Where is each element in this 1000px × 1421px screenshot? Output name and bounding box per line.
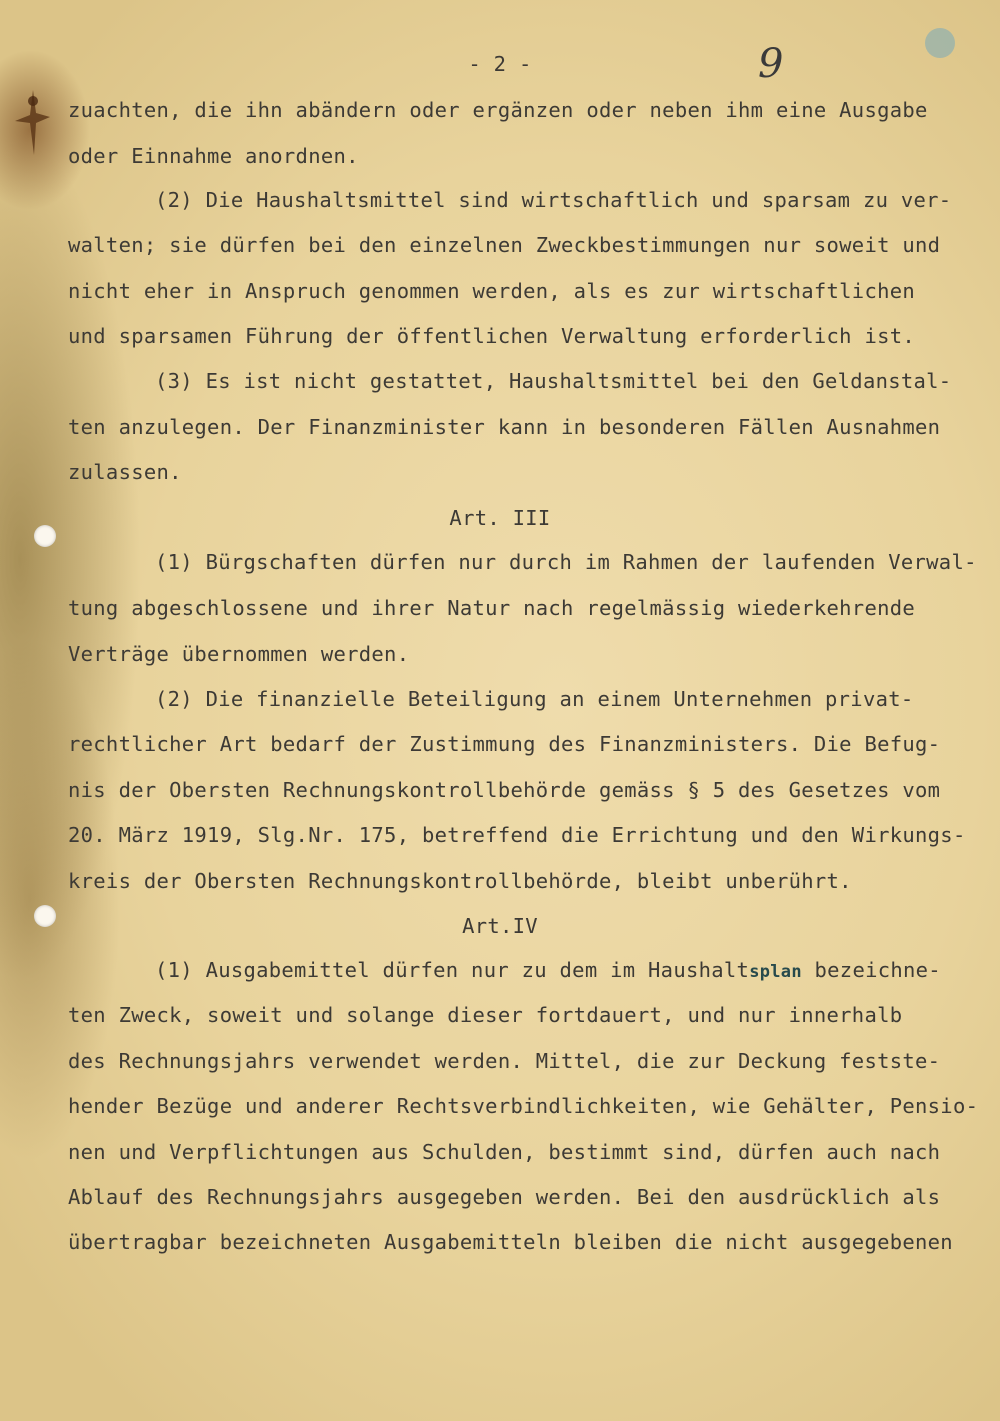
text-line: (3) Es ist nicht gestattet, Haushaltsmittel bei den Geldanstal- <box>155 369 952 393</box>
text-line: oder Einnahme anordnen. <box>68 144 359 168</box>
text-line: walten; sie dürfen bei den einzelnen Zweckbestimmungen nur soweit und <box>68 233 941 257</box>
handwritten-folio-number: 9 <box>758 41 784 87</box>
text-line: (2) Die Haushaltsmittel sind wirtschaftlich und sparsam zu ver- <box>155 188 952 212</box>
text-line: und sparsamen Führung der öffentlichen Verwaltung erforderlich ist. <box>68 324 916 348</box>
text-line: zuachten, die ihn abändern oder ergänzen oder neben ihm eine Ausgabe <box>68 98 928 122</box>
text-line: 20. März 1919, Slg.Nr. 175, betreffend die Errichtung und den Wirkungs- <box>68 823 966 847</box>
text-line: Ablauf des Rechnungsjahrs ausgegeben werden. Bei den ausdrücklich als <box>68 1185 941 1209</box>
text-line: nen und Verpflichtungen aus Schulden, bestimmt sind, dürfen auch nach <box>68 1140 941 1164</box>
article-heading: Art.IV <box>462 914 538 938</box>
article-heading: Art. III <box>449 506 551 530</box>
page-number: - 2 - <box>468 52 532 76</box>
handwritten-insert: splan <box>749 962 802 982</box>
text-line-with-insert <box>155 958 941 984</box>
text-line: zulassen. <box>68 460 182 484</box>
text-line: rechtlicher Art bedarf der Zustimmung des Finanzministers. Die Befug- <box>68 732 941 756</box>
text-line: ten Zweck, soweit und solange dieser fortdauert, und nur innerhalb <box>68 1003 903 1027</box>
text-line: übertragbar bezeichneten Ausgabemitteln bleiben die nicht ausgegebenen <box>68 1230 953 1254</box>
text-line: ten anzulegen. Der Finanzminister kann in besonderen Fällen Ausnahmen <box>68 415 941 439</box>
text-line: des Rechnungsjahrs verwendet werden. Mittel, die zur Deckung festste- <box>68 1049 941 1073</box>
text-segment: bezeichne- <box>801 958 941 982</box>
rust-stain <box>10 85 56 160</box>
text-segment: (1) Ausgabemittel dürfen nur zu dem im Haushalt <box>155 958 750 982</box>
text-line: nis der Obersten Rechnungskontrollbehörde gemäss § 5 des Gesetzes vom <box>68 778 941 802</box>
text-line: hender Bezüge und anderer Rechtsverbindlichkeiten, wie Gehälter, Pensio- <box>68 1094 979 1118</box>
text-line: nicht eher in Anspruch genommen werden, als es zur wirtschaftlichen <box>68 279 916 303</box>
text-line: tung abgeschlossene und ihrer Natur nach regelmässig wiederkehrende <box>68 596 916 620</box>
text-line: (1) Bürgschaften dürfen nur durch im Rahmen der laufenden Verwal- <box>155 550 977 574</box>
text-line: Verträge übernommen werden. <box>68 642 410 666</box>
text-line: (2) Die finanzielle Beteiligung an einem Unternehmen privat- <box>155 687 914 711</box>
text-line: kreis der Obersten Rechnungskontrollbehörde, bleibt unberührt. <box>68 869 852 893</box>
